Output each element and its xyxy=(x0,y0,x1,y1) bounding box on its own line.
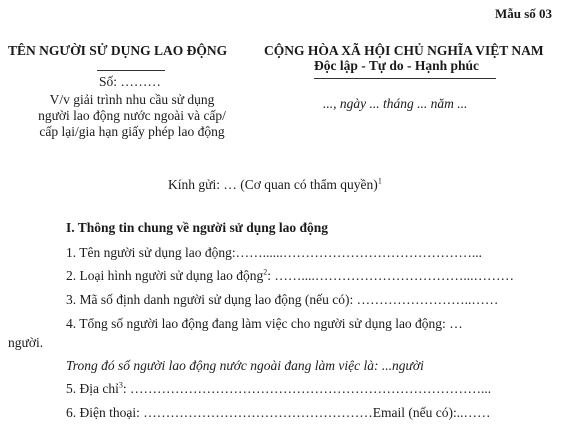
item-employer-id: 3. Mã số định danh người sử dụng lao động (nếu có): ……………………..…… xyxy=(66,292,499,307)
footnote-3-marker: 3 xyxy=(118,380,123,390)
motto-underline xyxy=(314,78,496,79)
document-number: Số: ……… xyxy=(99,74,161,89)
item-address xyxy=(66,381,491,397)
foreign-worker-note: Trong đó số người lao động nước ngoài đang làm việc là: ...người xyxy=(66,358,424,373)
national-motto: Độc lập - Tự do - Hạnh phúc xyxy=(314,58,480,73)
item-worker-count: 4. Tổng số người lao động đang làm việc cho người sử dụng lao động: … xyxy=(66,316,463,331)
item-address-label: 5. Địa chỉ xyxy=(66,381,119,396)
employer-title-underline xyxy=(97,70,165,71)
section-1-heading: I. Thông tin chung về người sử dụng lao động xyxy=(66,220,329,235)
subject-line-2: người lao động nước ngoài và cấp/ xyxy=(38,108,226,123)
item-phone-email: 6. Điện thoại: ……………………………………………Email (nếu có):..…… xyxy=(66,405,491,420)
date-line: ..., ngày ... tháng ... năm ... xyxy=(323,96,468,111)
item-employer-type-dots: : ……....……………………………...……… xyxy=(267,268,515,283)
item-address-dots: : ……………………………………………………………………... xyxy=(122,381,492,396)
subject-line-3: cấp lại/gia hạn giấy phép lao động xyxy=(39,124,225,139)
form-number: Mẫu số 03 xyxy=(494,6,552,21)
footnote-2-marker: 2 xyxy=(263,267,268,277)
subject-line-1: V/v giải trình nhu cầu sử dụng xyxy=(49,92,215,107)
footnote-1-marker: 1 xyxy=(377,176,382,186)
item-employer-name: 1. Tên người sử dụng lao động:……......……………………………………... xyxy=(66,245,483,260)
item-employer-type xyxy=(66,268,514,284)
salutation xyxy=(168,177,382,193)
employer-title: TÊN NGƯỜI SỬ DỤNG LAO ĐỘNG xyxy=(8,43,228,58)
country-name: CỘNG HÒA XÃ HỘI CHỦ NGHĨA VIỆT NAM xyxy=(264,43,544,58)
document-subject xyxy=(0,92,264,140)
item-employer-type-label: 2. Loại hình người sử dụng lao động xyxy=(66,268,264,283)
item-worker-count-cont: người. xyxy=(8,335,44,350)
salutation-text: Kính gửi: … (Cơ quan có thẩm quyền) xyxy=(168,177,378,192)
